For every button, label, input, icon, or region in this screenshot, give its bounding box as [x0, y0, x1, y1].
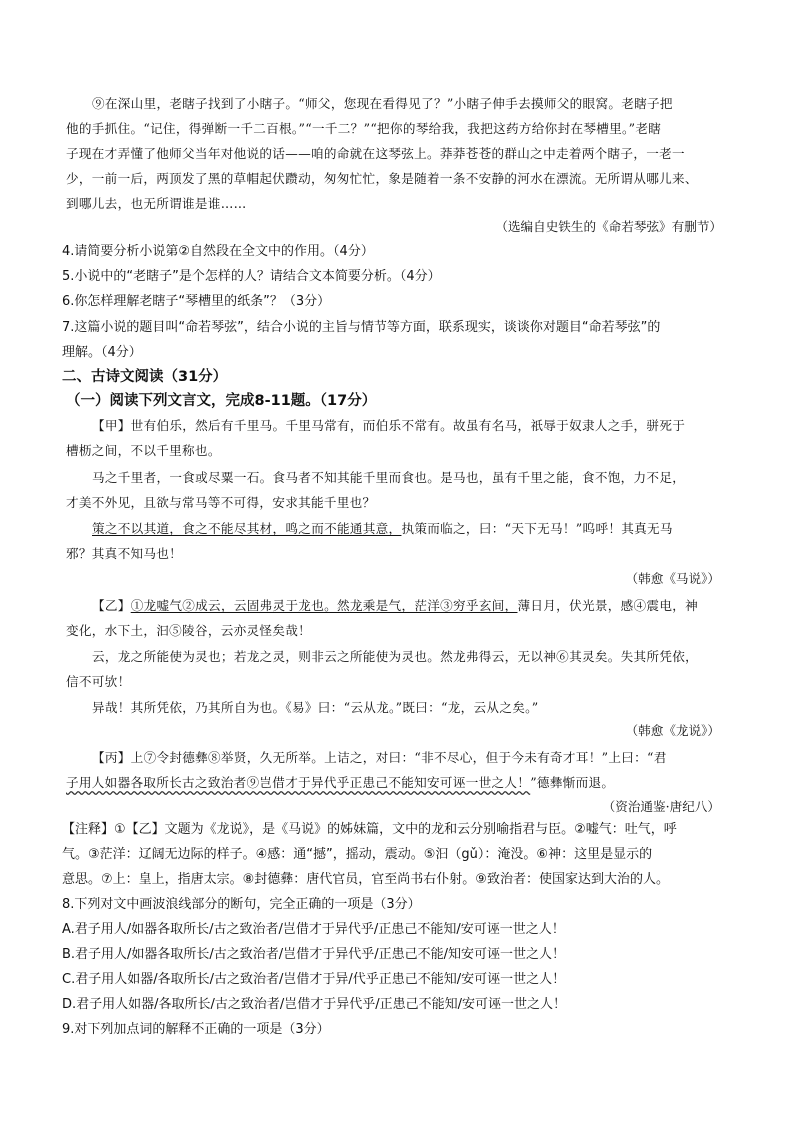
bing-line-1: 【丙】上⑦令封德彝⑧举贤，久无所举。上诘之，对曰：“非不尽心，但于今未有奇才耳！”上曰：“君 — [92, 750, 667, 765]
jia-underlined-sentence: 策之不以其道，食之不能尽其材，鸣之而不能通其意， — [92, 521, 402, 536]
notes-line-2: 气。③茫洋：辽阔无边际的样子。④感：通“撼”，摇动，震动。⑤汩（gǔ）：淹没。⑥神：这里是显示的 — [62, 847, 653, 862]
bing-wavy-sentence: 子用人如器各取所长古之致治者⑨岂借才于异代乎正患己不能知安可诬一世之人！ — [66, 775, 531, 790]
question-8-option-b: B.君子用人/如器各取所长/古之致治者/岂借才于异代乎/正患己不能/知安可诬一世之人！ — [62, 947, 565, 962]
story-source: （选编自史铁生的《命若琴弦》有删节） — [495, 219, 722, 234]
jia-line-2: 槽枥之间，不以千里称也。 — [66, 443, 221, 458]
jia-source: （韩愈《马说》） — [625, 571, 720, 586]
yi-line-2: 变化，水下土，汩⑤陵谷，云亦灵怪矣哉！ — [66, 623, 311, 638]
story-line-4: 少，一前一后，两顶发了黑的草帽起伏躜动，匆匆忙忙，象是随着一条不安静的河水在漂流。无所谓从哪儿来、 — [66, 171, 698, 186]
jia-line-5 — [92, 518, 673, 537]
bing-line-2 — [66, 772, 614, 791]
story-line-1: ⑨在深山里，老瞎子找到了小瞎子。“师父，您现在看得见了？”小瞎子伸手去摸师父的眼窝。老瞎子把 — [92, 96, 673, 111]
story-line-3: 子现在才弄懂了他师父当年对他说的话——咱的命就在这琴弦上。莽莽苍苍的群山之中走着两个瞎子，一老一 — [66, 146, 685, 161]
jia-line-4: 才美不外见，且欲与常马等不可得，安求其能千里也？ — [66, 495, 376, 510]
question-8-option-a: A.君子用人/如器各取所长/古之致治者/岂借才于异代乎/正患己不能知/安可诬一世之人！ — [62, 922, 565, 937]
question-9: 9.对下列加点词的解释不正确的一项是（3分） — [62, 1022, 330, 1037]
section-heading: 二、古诗文阅读（31分） — [62, 369, 228, 385]
notes-line-3: 意思。⑦上：皇上，指唐太宗。⑧封德彝：唐代官员，官至尚书右仆射。⑨致治者：使国家达到大治的人。 — [62, 872, 669, 887]
jia-line-6: 邪？其真不知马也！ — [66, 546, 183, 561]
section-subheading: （一）阅读下列文言文，完成8-11题。（17分） — [66, 393, 377, 409]
yi-line-1-rest: 薄日月，伏光景，感④震电，神 — [517, 598, 699, 613]
question-4: 4.请简要分析小说第②自然段在全文中的作用。（4分） — [62, 244, 374, 259]
notes-line-1: 【注释】①【乙】文题为《龙说》，是《马说》的姊妹篇，文中的龙和云分别喻指君与臣。②嘘气：吐气，呼 — [62, 822, 677, 837]
yi-source: （韩愈《龙说》） — [625, 723, 720, 738]
yi-line-5: 异哉！其所凭依，乃其所自为也。《易》曰：“云从龙。”既曰：“龙，云从之矣。” — [92, 700, 539, 715]
jia-line-3: 马之千里者，一食或尽粟一石。食马者不知其能千里而食也。是马也，虽有千里之能，食不饱，力不足， — [92, 470, 686, 485]
question-8-option-c: C.君子用人如器/各取所长/古之致治者/岂借才于异/代乎正患己不能知/安可诬一世之人！ — [62, 972, 566, 987]
yi-line-4: 信不可欤！ — [66, 674, 131, 689]
story-line-2: 他的手抓住。“记住，得弹断一千二百根。”“一千二？”“把你的琴给我，我把这药方给你封在琴槽里。”老瞎 — [66, 121, 662, 136]
yi-line-3: 云，龙之所能使为灵也；若龙之灵，则非云之所能使为灵也。然龙弗得云，无以神⑥其灵矣。失其所凭依， — [92, 649, 699, 664]
bing-source: （资治通鉴·唐纪八） — [602, 799, 720, 814]
question-6: 6.你怎样理解老瞎子“琴槽里的纸条”？（3分） — [62, 294, 331, 309]
jia-line-5-rest: 执策而临之，曰：“天下无马！”呜呼！其真无马 — [401, 521, 673, 536]
question-7: 7.这篇小说的题目叫“命若琴弦”，结合小说的主旨与情节等方面，联系现实，谈谈你对题目“命若琴弦”的 — [62, 320, 661, 335]
question-8: 8.下列对文中画波浪线部分的断句，完全正确的一项是（3分） — [62, 897, 421, 912]
question-8-option-d: D.君子用人如器/各取所长/古之致治者/岂借才于异代乎/正患己不能知/安可诬一世之人！ — [62, 997, 567, 1012]
yi-label: 【乙】 — [92, 598, 131, 613]
yi-underlined-sentence: ①龙嘘气②成云，云固弗灵于龙也。然龙乘是气，茫洋③穷乎玄间， — [130, 598, 518, 613]
yi-line-1 — [92, 595, 698, 614]
jia-line-1: 【甲】世有伯乐，然后有千里马。千里马常有，而伯乐不常有。故虽有名马，祇辱于奴隶人之手，骈死于 — [92, 418, 686, 433]
question-7-cont: 理解。（4分） — [62, 345, 142, 360]
story-line-5: 到哪儿去，也无所谓谁是谁…… — [66, 196, 247, 211]
bing-line-2-rest: ”德彝惭而退。 — [530, 775, 615, 790]
question-5: 5.小说中的“老瞎子”是个怎样的人？请结合文本简要分析。（4分） — [62, 269, 441, 284]
